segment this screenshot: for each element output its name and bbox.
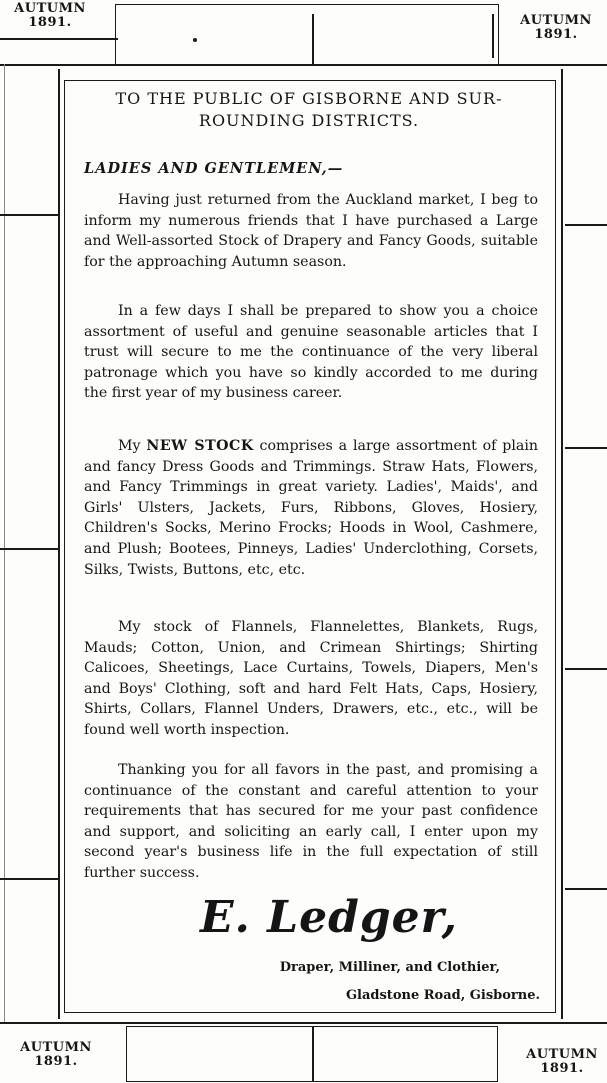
corner-year: 1891.	[34, 1054, 78, 1069]
corner-label-top-right	[508, 14, 604, 42]
top-divider	[312, 14, 314, 64]
shop-address: Gladstone Road, Gisborne.	[345, 988, 540, 1003]
corner-year: 1891.	[540, 1061, 584, 1076]
right-tick	[565, 888, 607, 890]
signature: E. Ledger,	[200, 892, 458, 943]
right-tick	[565, 668, 607, 670]
corner-year: 1891.	[28, 15, 72, 30]
left-tick	[0, 878, 58, 880]
corner-word: AUTUMN	[526, 1047, 598, 1062]
paragraph: Thanking you for all favors in the past, and promising a continuance of the constant and careful attention to your requirements that has secured for me your past confidence and support, and soliciting an early call, I enter upon my second year's business life in the full expectation of still further success.	[84, 762, 538, 881]
corner-word: AUTUMN	[20, 1040, 92, 1055]
corner-label-bottom-right	[514, 1048, 607, 1076]
paragraph	[84, 436, 538, 580]
paragraph: Having just returned from the Auckland market, I beg to inform my numerous friends that I have purchased a Large and Well-assorted Stock of Drapery and Fancy Goods, suitable for the approaching Autumn season.	[84, 192, 538, 270]
left-tick	[0, 548, 58, 550]
corner-label-bottom-left	[8, 1041, 104, 1069]
paragraph-rest: comprises a large assortment of plain and fancy Dress Goods and Trimmings. Straw Hats, Flowers, and Fancy Trimmings in great variety. Ladies', Maids', and Girls' Ulsters, Jackets, Furs, Ribbons, Gloves, Hosiery, Children's Socks, Merino Frocks; Hoods in Wool, Cashmere, and Plush; Bootees, Pinneys, Ladies' Underclothing, Corsets, Silks, Twists, Buttons, etc, etc.	[84, 438, 538, 578]
bottom-divider	[312, 1026, 314, 1082]
heading-line: TO THE PUBLIC OF GISBORNE AND SUR-	[115, 89, 503, 108]
paragraph: My stock of Flannels, Flannelettes, Blankets, Rugs, Mauds; Cotton, Union, and Crimean Shirtings; Shirting Calicoes, Sheetings, Lace Curtains, Towels, Diapers, Men's and Boys' Clothing, soft and hard Felt Hats, Caps, Hosiery, Shirts, Collars, Flannel Unders, Drawers, etc., etc., will be found well worth inspection.	[84, 619, 538, 738]
right-tick	[565, 447, 607, 449]
heading-line: ROUNDING DISTRICTS.	[198, 111, 420, 130]
corner-word: AUTUMN	[14, 1, 86, 16]
left-margin-rule	[4, 64, 5, 1024]
salutation: LADIES AND GENTLEMEN,—	[84, 160, 344, 177]
top-rule	[0, 64, 607, 66]
advertisement-heading	[78, 88, 540, 132]
top-border-box	[115, 4, 499, 66]
paragraph-lead: My	[118, 438, 141, 454]
top-rule-left	[0, 38, 118, 40]
corner-word: AUTUMN	[520, 13, 592, 28]
corner-label-top-left	[2, 2, 98, 30]
new-stock-emphasis: NEW STOCK	[146, 438, 254, 454]
bottom-rule	[0, 1022, 607, 1024]
corner-year: 1891.	[534, 27, 578, 42]
trade-description: Draper, Milliner, and Clothier,	[279, 960, 500, 975]
right-tick	[565, 224, 607, 226]
top-divider	[492, 14, 494, 58]
paragraph: In a few days I shall be prepared to show you a choice assortment of useful and genuine seasonable articles that I trust will secure to me the continuance of the very liberal patronage which you have so kindly accorded to me during the first year of my business career.	[84, 303, 538, 402]
left-tick	[0, 214, 58, 216]
printer-dot	[193, 38, 197, 42]
